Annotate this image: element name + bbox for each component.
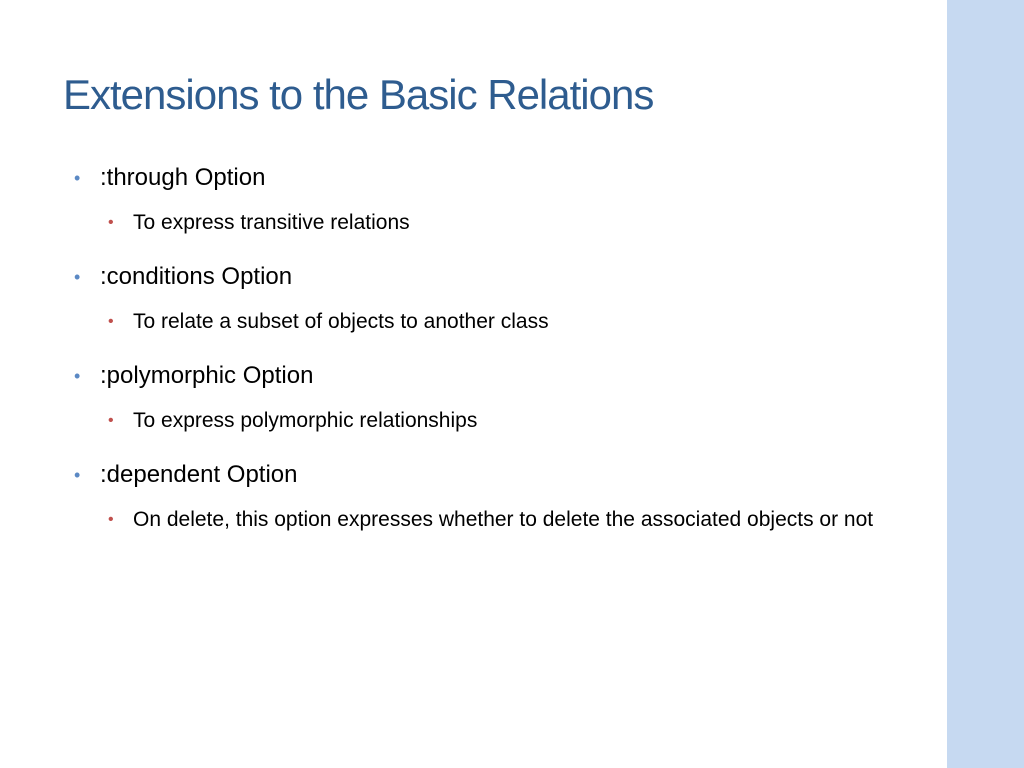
list-item-text: :conditions Option xyxy=(100,263,293,290)
bullet-icon: • xyxy=(74,267,81,287)
bullet-icon: • xyxy=(108,511,114,528)
bullet-icon: • xyxy=(108,313,114,330)
bullet-icon: • xyxy=(74,366,81,386)
bullet-icon: • xyxy=(74,465,81,485)
bullet-icon: • xyxy=(108,214,114,231)
bullet-list xyxy=(74,160,904,536)
list-item-text: :through Option xyxy=(100,164,266,191)
sub-list-item-text: On delete, this option expresses whether to delete the associated objects or not xyxy=(133,508,874,531)
list-item-text: :polymorphic Option xyxy=(100,362,314,389)
list-item xyxy=(74,358,904,394)
sub-list-item xyxy=(108,404,904,437)
sub-list-item-text: To express polymorphic relationships xyxy=(133,409,478,432)
sub-list-item xyxy=(108,305,904,338)
slide-title: Extensions to the Basic Relations xyxy=(63,71,654,118)
side-accent-band xyxy=(947,0,1024,768)
sub-list-item-text: To relate a subset of objects to another class xyxy=(133,310,549,333)
bullet-icon: • xyxy=(108,412,114,429)
sub-list-item xyxy=(108,206,904,239)
bullet-icon: • xyxy=(74,168,81,188)
sub-list-item-text: To express transitive relations xyxy=(133,211,410,234)
list-item-text: :dependent Option xyxy=(100,461,298,488)
list-item xyxy=(74,259,904,295)
list-item xyxy=(74,457,904,493)
sub-list-item xyxy=(108,503,904,536)
list-item xyxy=(74,160,904,196)
